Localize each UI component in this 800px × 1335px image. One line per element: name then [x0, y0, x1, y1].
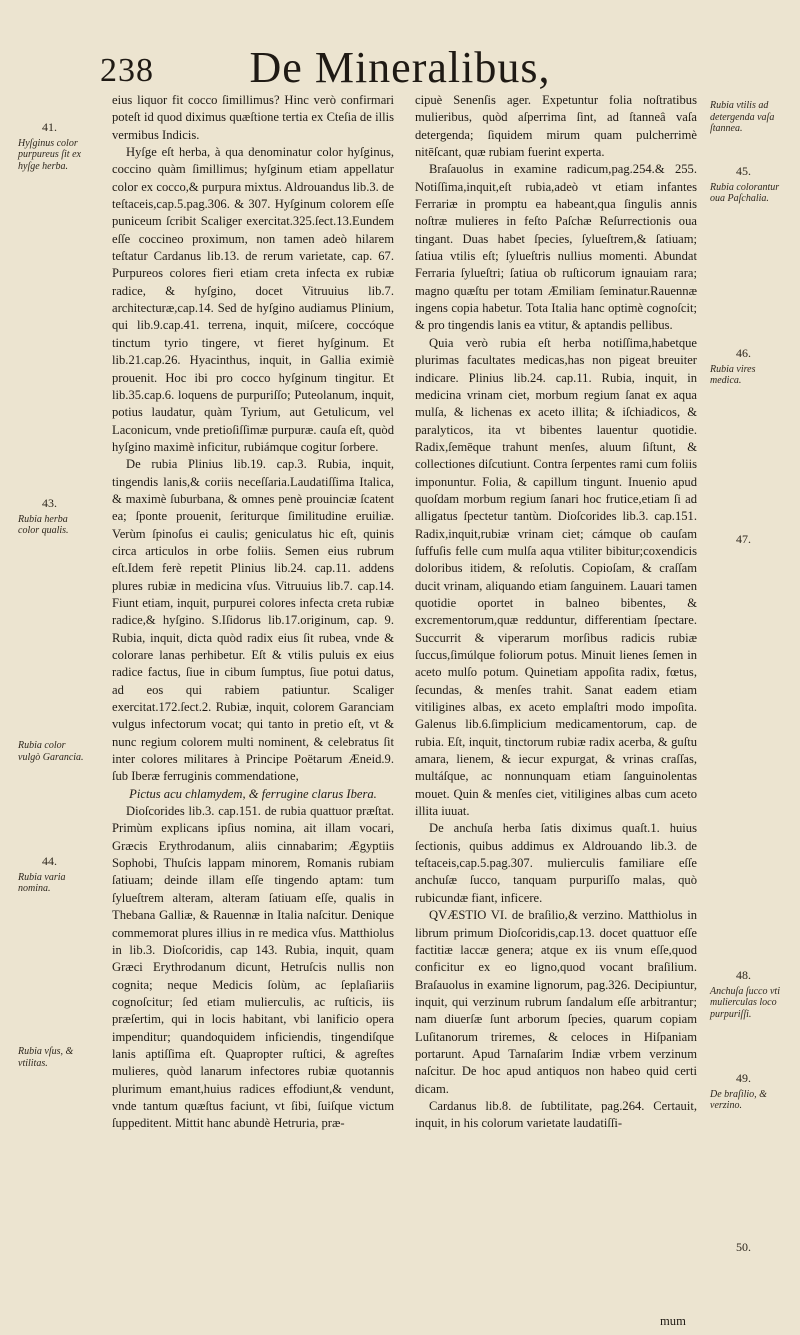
- margin-gloss: Rubia vtilis ad detergenda vaſa ſtannea.: [710, 100, 775, 134]
- margin-note-45: [710, 166, 780, 205]
- margin-note-garancia: [18, 740, 88, 763]
- margin-note-50: [710, 1242, 780, 1258]
- paragraph-cipue: cipuè Senenſis ager. Expetuntur folia noſtratibus mulieribus, quòd aſperrima ſint, ad ſtanneâ vaſa detergenda; ſiquidem mirum quam pulcherrimè nitēſcant, quæ rubiam fuerint experta.: [415, 93, 697, 160]
- margin-gloss: Rubia varia nomina.: [18, 871, 66, 894]
- margin-note-48: [710, 970, 780, 1020]
- margin-note-49: [710, 1073, 780, 1112]
- catchword: mum: [660, 1314, 686, 1328]
- margin-gloss: Hyſginus color purpureus ſit ex hyſge herba.: [18, 137, 81, 172]
- page-number: 238: [100, 52, 154, 89]
- paragraph-brasauolus: Braſauolus in examine radicum,pag.254.& 255. Notiſſima,inquit,eſt rubia,adeò vt etiam infantes Ferrariæ in promptu ea habeant,qua ſingulis annis noſtræ mulieres in feſto Paſchæ Reſurrectionis oua tingant. Duas habet ſpecies, ſylueſtrem,& ſatiuam; ſatiua vtilis eſt; ſylueſtris nullius momenti. Abundat Ferraria ſylueſtri; ſatiua ob ruſticorum ignauiam rara; magno quæſtu per totam Æmiliam ſeminatur.Rauennæ ingens copia habetur. Tota Italia hanc optimè cognoſcit; & pro tingendis lanis ea vtitur, & aptandis pellibus.: [415, 162, 697, 333]
- paragraph-eius-liquor: eius liquor fit cocco ſimillimus? Hinc verò confirmari poteſt id quod diximus quæſtione tertia ex Cteſia de illis vermibus Indicis.: [112, 93, 394, 142]
- margin-gloss: De braſilio, & verzino.: [710, 1088, 767, 1111]
- right-column: [415, 92, 697, 1133]
- margin-gloss: Anchuſa ſucco vti mulierculas loco purpuriſſi.: [710, 985, 780, 1020]
- margin-gloss: Rubia herba color qualis.: [18, 513, 69, 536]
- margin-number: 46.: [736, 346, 751, 360]
- paragraph-dioscorides: Dioſcorides lib.3. cap.151. de rubia quattuor præſtat. Primùm explicans ipſius nomina, ait illam vocari, Græcis Erythrodanum, aliis cinnabarim; Ægyptiis Sophobi, Thuſcis lappam minorem, Romanis rubiam ſatiuam; deinde illam eſſe tingendo aptam: tum ſylueſtrem alteram, alteram ſatiuam eſſe, qualis in Thebana Galliæ, & Rauennæ in Italia naſcitur. Denique commemorat plures illius in re medica vſus. Matthiolus in lib.3. Dioſcoridis, cap 143. Rubia, inquit, quam Græci Erythrodanum dicunt, Hetruſcis nullis non cognita; neque Medicis ſolùm, ac ſeplaſiariis cognoſcitur; ſed etiam mulierculis, ac ruſticis, iis præſertim, qui in locis habitant, vbi lanificio opera impenditur; quandoquidem inficiendis, tingendiſque lanis aptiſſima eſt. Quapropter ruſtici, & agreſtes mulieres, quòd lanarum infectores rubiæ quotannis plurimum emant,huius radices effodiunt,& vendunt, vnde tantum quæſtus faciunt, vt ſibi, ſuiſque victum ſuppeditent. Mittit hanc abundè Hetruria, præ-: [112, 804, 394, 1131]
- paragraph-quaestio-vi: QVÆSTIO VI. de braſilio,& verzino. Matthiolus in librum primum Dioſcoridis,cap.13. docet quattuor eſſe factitiæ laccæ genera; atque ex iis vnum eſſe,quod conficitur ex eo ligno,quod vocant braſilium. Braſauolus in examine lignorum, pag.326. Decipiuntur, inquit, qui verzinum rubrum ſandalum eſſe arbitrantur; nam diuerſæ ſunt arborum ſpecies, quarum copiam Luſitanorum triremes, & celoces in Hiſpaniam portarunt. Apud Tarnaſarim Indiæ vrbem verzinum naſcitur. De hoc apud antiquos non habeo quid certi dicam.: [415, 908, 697, 1096]
- margin-note-usus: [18, 1046, 88, 1069]
- margin-gloss: Rubia color vulgò Garancia.: [18, 740, 84, 763]
- margin-number: 44.: [42, 854, 57, 868]
- running-head: De Mineralibus,: [249, 43, 551, 92]
- margin-note-vasa: [710, 100, 780, 135]
- margin-gloss: Rubia colorantur oua Paſchalia.: [710, 181, 780, 204]
- margin-number: 47.: [736, 532, 751, 546]
- margin-number: 48.: [736, 968, 751, 982]
- paragraph-hysge: Hyſge eſt herba, à qua denominatur color hyſginus, coccino quàm ſimillimus; hyſginum etiam appellatur color ex cocco,& purpura mixtus. Aldrouandus lib.3. de teſtaceis,cap.5.pag.306. & 307. Hyſginum colorem eſſe puniceum ſcribit Scaliger exercitat.325.ſect.13.Eundem eſſe coccineo proximum, non tamen adeò hilarem teſtatur Cardanus lib.13. de rerum varietate, cap. 67. Purpureos colores fieri etiam creta infecta ex rubiæ radice, & hyſgino, docet Vitruuius lib.7. architecturæ,cap.14. Sed de hyſgino audiamus Plinium, qui lib.9.cap.41. terrena, inquit, miſcere, coccóque tinctum tyrio tingere, vt fieret hyſginum. Et lib.21.cap.26. Hyacinthus, inquit, in Gallia eximiè prouenit. Hoc ibi pro cocco hyſginum tingitur. Et lib.35.cap.6. loquens de purpuriſſo; Puteolanum, inquit, potius laudatur, quàm Tyrium, aut Getulicum, vel Laconicum, vnde pretioſiſſimæ purpuræ. cauſa eſt, quòd hyſgino maximè inficitur, rubiámque cogitur ſorbere.: [112, 145, 394, 454]
- left-column: [112, 92, 394, 1133]
- margin-note-41: [18, 122, 88, 172]
- margin-number: 43.: [42, 496, 57, 510]
- margin-note-44: [18, 856, 88, 895]
- margin-number: 41.: [42, 120, 57, 134]
- margin-gloss: Rubia vſus, & vtilitas.: [18, 1046, 74, 1069]
- paragraph-cardanus: Cardanus lib.8. de ſubtilitate, pag.264. Certauit, inquit, in his colorum varietate laudatiſſi-: [415, 1098, 697, 1131]
- paragraph-rubia-plinius: De rubia Plinius lib.19. cap.3. Rubia, inquit, tingendis lanis,& coriis neceſſaria.Laudatiſſima Italica, & maximè ſuburbana, & omnes penè prouinciæ ſcatent ea; ſponte prouenit, ſeriturque ſimilitudine eruiliæ. Verùm ſpinoſus ei caulis; geniculatus hic eſt, quinis circa articulos in orbe foliis. Semen eius rubrum eſt.Idem ferè repetit Plinius lib.24. cap.11. addens plures rubiæ in medicina vſus. Vitruuius lib.7. cap.14. Fiunt etiam, inquit, purpurei colores infecta creta rubiæ radice,& hyſgino. S.Iſidorus lib.17.originum, cap. 9. Rubia, inquit, dicta quòd radix eius ſit rubea, vnde & colorare lanas perhibetur. Eſt & vtilis puluis ex eius radice factus, ſiue in cibum ſumptus, ſiue potui datus, ad eos qui rabiem patiuntur. Scaliger exercitat.172.ſect.2. Rubiæ, inquit, colorem Garanciam vulgus infectorum vocat; qui tanto in pretio eſt, vt & nunc regium colorem multi nominent, & celebratus ſit inter colores militares à Principe Poëtarum Æneid.9. ſub Iberæ ferruginis commendatione,: [112, 457, 394, 784]
- paragraph-anchusa: De anchuſa herba ſatis diximus quaſt.1. huius ſectionis, quibus addimus ex Aldrouando lib.3. de teſtaceis,cap.5.pag.307. mulierculis familiare eſſe anchuſæ ſucco, tanquam purpuriſſo malas, quò rubicundæ fiant, inficere.: [415, 821, 697, 905]
- margin-number: 50.: [736, 1240, 751, 1254]
- verse-quotation: Pictus acu chlamydem, & ferrugine clarus Ibera.: [129, 786, 377, 801]
- margin-note-43: [18, 498, 88, 537]
- margin-note-47: [710, 534, 780, 550]
- margin-number: 45.: [736, 164, 751, 178]
- margin-note-46: [710, 348, 780, 387]
- paragraph-medical-uses: Quia verò rubia eſt herba notiſſima,habetque plurimas facultates medicas,has non pigeat breuiter indicare. Plinius lib.24. cap.11. Rubia, inquit, in medicina vrinam ciet, morbum regium ſanat ex aqua mulſa, & lichenas ex aceto illita; & iſchiadicos, & paralyticos, ita vt bibentes lauentur quotidie. Radix,ſemēque trahunt menſes, aluum ſiſtunt, & collectiones diſcutiunt. Contra ſerpentes rami cum foliis imponuntur. Folia, & capillum tingunt. Inuenio apud quoſdam morbum regium ſanari hoc frutice,etiam ſi ad alligatus ſpectetur tantùm. Dioſcorides lib.3. cap.151. Radix,inquit,rubiæ vrinam ciet; cámque ob cauſam ſuffuſis felle cum mulſa aqua vtiliter bibitur;coxendicis doloribus itidem, & reſolutis. Copioſam, & craſſam ducit vrinam, aliquando etiam ſanguinem. Lauari tamen quotidie oportet in balneo bibentes, & excrementorum,quæ redduntur, differentiam ſpectare. Succurrit & viperarum morſibus radicis rubiæ ſuccus,ſimúlque foliorum potus. Minuit lienes ſemen in aceto mulſo potum. Quinetiam appoſita radix, fœtus, ſecundas, & menſes trahit. Sanat eadem etiam vitiligines albas, ex aceto emplaſtri modo impoſita. Galenus lib.6.ſimplicium medicamentorum, cap. de rubia. Eſt, inquit, tinctorum rubiæ radix acerba, & guſtu amara, lienem, & iecur expurgat, & vrinas craſſas, multáſque, ac nonnunquam etiam ſanguinolentas mouet. Quin & menſes ciet, vitiligines albas cum aceto illita iuuat.: [415, 335, 697, 819]
- margin-gloss: Rubia vires medica.: [710, 363, 756, 386]
- margin-number: 49.: [736, 1071, 751, 1085]
